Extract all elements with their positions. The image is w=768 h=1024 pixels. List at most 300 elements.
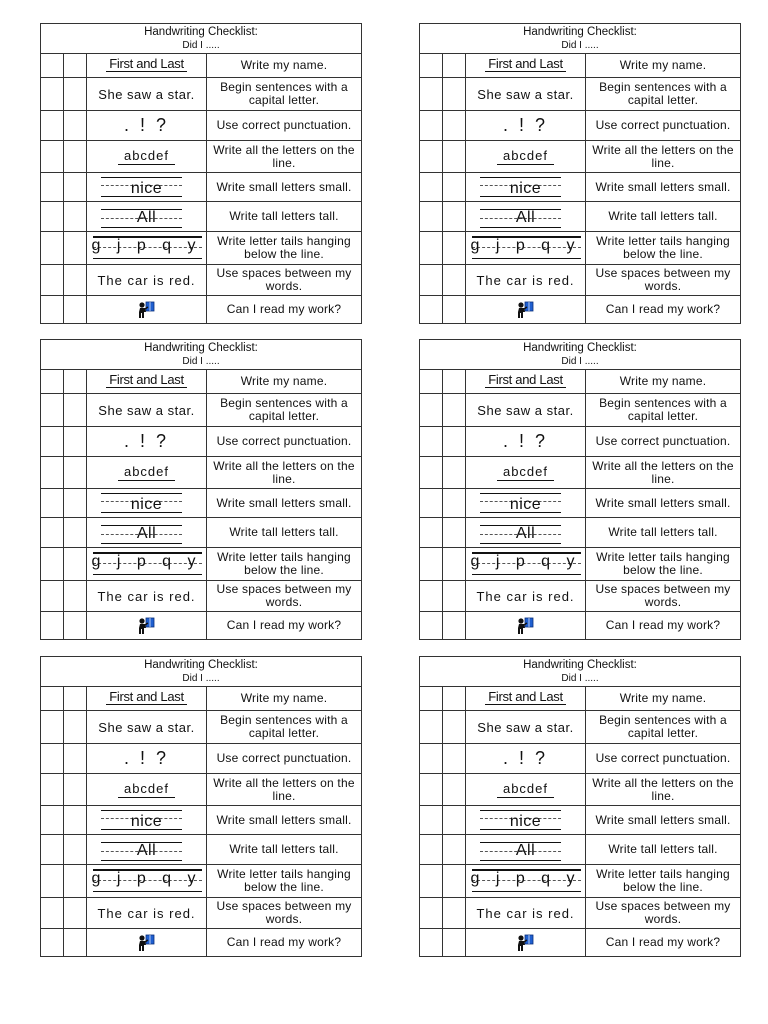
card-header xyxy=(420,340,740,370)
example-tall-word: All xyxy=(515,841,536,859)
check-box[interactable] xyxy=(41,427,64,456)
guide-line-top xyxy=(480,810,561,811)
description-cell: Write all the letters on the line. xyxy=(592,142,734,170)
guide-line-top xyxy=(101,177,182,178)
example-letters: abcdef xyxy=(497,148,554,165)
check-box[interactable] xyxy=(443,296,466,323)
guide-line-base xyxy=(480,543,561,544)
example-cell xyxy=(466,78,586,110)
description-cell: Write letter tails hanging below the line. xyxy=(596,550,730,577)
check-box[interactable] xyxy=(420,265,443,295)
check-box[interactable] xyxy=(64,141,87,172)
example-spaced-sentence: The car is red. xyxy=(97,905,196,921)
example-cell xyxy=(87,394,207,426)
checklist-row-spaces xyxy=(41,581,361,612)
example-letters: abcdef xyxy=(118,148,175,165)
check-box[interactable] xyxy=(420,111,443,140)
check-box[interactable] xyxy=(41,548,64,580)
example-tall-word: All xyxy=(136,208,157,226)
check-box[interactable] xyxy=(420,806,443,834)
check-box[interactable] xyxy=(64,581,87,611)
check-box[interactable] xyxy=(443,54,466,77)
example-cell xyxy=(466,265,586,295)
check-box[interactable] xyxy=(64,265,87,295)
guide-line-base xyxy=(480,860,561,861)
checklist-row-small-letters xyxy=(420,489,740,518)
check-box[interactable] xyxy=(443,612,466,639)
check-box[interactable] xyxy=(64,835,87,864)
example-cell xyxy=(87,806,207,834)
description-cell: Write letter tails hanging below the line. xyxy=(596,234,730,261)
check-box[interactable] xyxy=(41,78,64,110)
guide-line-top xyxy=(101,810,182,811)
example-name: First and Last xyxy=(106,372,187,388)
check-box[interactable] xyxy=(420,518,443,547)
check-box[interactable] xyxy=(64,929,87,956)
check-box[interactable] xyxy=(443,774,466,805)
check-box[interactable] xyxy=(443,898,466,928)
check-box[interactable] xyxy=(443,687,466,710)
check-box[interactable] xyxy=(420,865,443,897)
example-cell xyxy=(466,898,586,928)
description-cell: Can I read my work? xyxy=(226,302,342,316)
check-box[interactable] xyxy=(443,865,466,897)
check-box[interactable] xyxy=(443,744,466,773)
checklist-row-letter-tails xyxy=(41,865,361,898)
checklist-row-letter-tails xyxy=(41,232,361,265)
example-tail-letters: g j p q y xyxy=(470,870,581,887)
example-punctuation: . ! ? xyxy=(123,431,169,451)
checklist-row-punctuation xyxy=(41,744,361,774)
example-letters: abcdef xyxy=(497,781,554,798)
card-header xyxy=(420,24,740,54)
example-cell xyxy=(87,835,207,864)
check-box[interactable] xyxy=(420,711,443,743)
description-cell: Write tall letters tall. xyxy=(229,525,339,539)
reading-person-icon xyxy=(516,301,536,319)
checklist-row-readable xyxy=(420,296,740,323)
example-cell xyxy=(466,806,586,834)
check-box[interactable] xyxy=(443,265,466,295)
example-sentence: She saw a star. xyxy=(98,402,195,418)
card-header xyxy=(41,657,361,687)
check-box[interactable] xyxy=(443,548,466,580)
example-cell xyxy=(87,865,207,897)
example-cell xyxy=(466,394,586,426)
checklist-row-punctuation xyxy=(41,427,361,457)
example-punctuation: . ! ? xyxy=(123,115,169,135)
card-subtitle: Did I ..... xyxy=(182,673,220,684)
description-cell: Write tall letters tall. xyxy=(608,209,718,223)
checklist-row-capital xyxy=(41,711,361,744)
check-box[interactable] xyxy=(41,612,64,639)
description-cell: Use spaces between my words. xyxy=(595,582,731,609)
check-box[interactable] xyxy=(64,774,87,805)
check-box[interactable] xyxy=(64,865,87,897)
description-cell: Use correct punctuation. xyxy=(216,751,352,765)
checklist-row-readable xyxy=(41,929,361,956)
example-cell xyxy=(87,370,207,393)
example-cell xyxy=(466,489,586,517)
guide-line-base xyxy=(472,258,581,259)
check-box[interactable] xyxy=(41,518,64,547)
check-box[interactable] xyxy=(64,232,87,264)
check-box[interactable] xyxy=(443,489,466,517)
example-cell xyxy=(466,581,586,611)
example-name: First and Last xyxy=(106,689,187,705)
example-spaced-sentence: The car is red. xyxy=(97,588,196,604)
description-cell: Use correct punctuation. xyxy=(595,118,731,132)
checklist-row-small-letters xyxy=(420,173,740,202)
check-box[interactable] xyxy=(420,394,443,426)
reading-person-icon xyxy=(137,301,157,319)
guide-line-top xyxy=(480,493,561,494)
check-box[interactable] xyxy=(41,141,64,172)
check-box[interactable] xyxy=(443,835,466,864)
checklist-row-name xyxy=(420,370,740,394)
checklist-row-name xyxy=(41,687,361,711)
checklist-row-spaces xyxy=(420,581,740,612)
example-cell xyxy=(466,612,586,639)
check-box[interactable] xyxy=(420,581,443,611)
check-box[interactable] xyxy=(64,394,87,426)
checklist-row-on-line xyxy=(420,774,740,806)
card-title: Handwriting Checklist: xyxy=(144,26,258,38)
example-cell xyxy=(87,518,207,547)
example-cell xyxy=(87,711,207,743)
example-cell xyxy=(87,427,207,456)
check-box[interactable] xyxy=(64,711,87,743)
check-box[interactable] xyxy=(64,296,87,323)
check-box[interactable] xyxy=(41,370,64,393)
check-box[interactable] xyxy=(64,202,87,231)
check-box[interactable] xyxy=(64,78,87,110)
description-cell: Use spaces between my words. xyxy=(216,266,352,293)
description-cell: Write all the letters on the line. xyxy=(213,142,355,170)
check-box[interactable] xyxy=(41,173,64,201)
example-punctuation: . ! ? xyxy=(502,431,548,451)
checklist-row-on-line xyxy=(420,141,740,173)
check-box[interactable] xyxy=(41,744,64,773)
check-box[interactable] xyxy=(41,394,64,426)
reading-person-icon xyxy=(516,934,536,952)
check-box[interactable] xyxy=(443,141,466,172)
checklist-row-capital xyxy=(41,78,361,111)
example-cell xyxy=(466,202,586,231)
checklist-row-tall-letters xyxy=(41,835,361,865)
checklist-row-name xyxy=(41,370,361,394)
check-box[interactable] xyxy=(41,265,64,295)
checklist-card xyxy=(419,656,741,957)
guide-line-top xyxy=(101,493,182,494)
description-cell: Use correct punctuation. xyxy=(216,118,352,132)
check-box[interactable] xyxy=(41,929,64,956)
example-small-word: nice xyxy=(130,813,163,830)
check-box[interactable] xyxy=(41,687,64,710)
check-box[interactable] xyxy=(443,457,466,488)
description-cell: Write my name. xyxy=(240,691,328,705)
example-cell xyxy=(466,427,586,456)
example-letters: abcdef xyxy=(118,464,175,481)
example-tall-word: All xyxy=(515,208,536,226)
example-cell xyxy=(466,687,586,710)
check-box[interactable] xyxy=(41,232,64,264)
checklist-row-tall-letters xyxy=(420,202,740,232)
description-cell: Write my name. xyxy=(619,691,707,705)
card-title: Handwriting Checklist: xyxy=(523,342,637,354)
example-cell xyxy=(466,518,586,547)
checklist-row-punctuation xyxy=(420,744,740,774)
checklist-row-small-letters xyxy=(41,806,361,835)
example-small-word: nice xyxy=(130,180,163,197)
check-box[interactable] xyxy=(443,173,466,201)
description-cell: Write tall letters tall. xyxy=(608,525,718,539)
example-cell xyxy=(466,744,586,773)
checklist-row-capital xyxy=(420,711,740,744)
example-spaced-sentence: The car is red. xyxy=(476,588,575,604)
description-cell: Use correct punctuation. xyxy=(216,434,352,448)
description-cell: Can I read my work? xyxy=(605,302,721,316)
check-box[interactable] xyxy=(420,687,443,710)
check-box[interactable] xyxy=(420,612,443,639)
example-letters: abcdef xyxy=(497,464,554,481)
check-box[interactable] xyxy=(64,370,87,393)
card-subtitle: Did I ..... xyxy=(561,356,599,367)
check-box[interactable] xyxy=(420,78,443,110)
example-cell xyxy=(466,865,586,897)
check-box[interactable] xyxy=(420,774,443,805)
example-name: First and Last xyxy=(106,56,187,72)
description-cell: Write my name. xyxy=(619,374,707,388)
check-box[interactable] xyxy=(443,394,466,426)
check-box[interactable] xyxy=(443,232,466,264)
check-box[interactable] xyxy=(64,612,87,639)
description-cell: Can I read my work? xyxy=(605,935,721,949)
guide-line-base xyxy=(101,543,182,544)
checklist-card xyxy=(40,339,362,640)
description-cell: Write tall letters tall. xyxy=(229,842,339,856)
check-box[interactable] xyxy=(443,806,466,834)
guide-line-base xyxy=(93,574,202,575)
example-sentence: She saw a star. xyxy=(477,402,574,418)
check-box[interactable] xyxy=(64,111,87,140)
check-box[interactable] xyxy=(64,54,87,77)
example-cell xyxy=(87,232,207,264)
check-box[interactable] xyxy=(443,581,466,611)
example-sentence: She saw a star. xyxy=(98,86,195,102)
check-box[interactable] xyxy=(64,489,87,517)
check-box[interactable] xyxy=(420,141,443,172)
example-cell xyxy=(87,612,207,639)
check-box[interactable] xyxy=(41,111,64,140)
checklist-row-spaces xyxy=(420,265,740,296)
guide-line-top xyxy=(480,177,561,178)
example-tail-letters: g j p q y xyxy=(91,553,202,570)
check-box[interactable] xyxy=(443,929,466,956)
example-cell xyxy=(466,232,586,264)
checklist-row-capital xyxy=(420,78,740,111)
checklist-row-tall-letters xyxy=(420,835,740,865)
check-box[interactable] xyxy=(41,806,64,834)
check-box[interactable] xyxy=(443,111,466,140)
check-box[interactable] xyxy=(41,835,64,864)
card-header xyxy=(41,340,361,370)
check-box[interactable] xyxy=(420,835,443,864)
checklist-card xyxy=(40,23,362,324)
description-cell: Write my name. xyxy=(240,374,328,388)
check-box[interactable] xyxy=(41,296,64,323)
check-box[interactable] xyxy=(420,54,443,77)
description-cell: Begin sentences with a capital letter. xyxy=(599,396,727,423)
example-name: First and Last xyxy=(485,372,566,388)
checklist-row-name xyxy=(41,54,361,78)
check-box[interactable] xyxy=(443,78,466,110)
checklist-row-capital xyxy=(420,394,740,427)
check-box[interactable] xyxy=(443,711,466,743)
checklist-row-readable xyxy=(420,612,740,639)
guide-line-base xyxy=(472,891,581,892)
checklist-row-spaces xyxy=(41,898,361,929)
checklist-row-letter-tails xyxy=(420,548,740,581)
checklist-row-on-line xyxy=(41,141,361,173)
description-cell: Can I read my work? xyxy=(226,618,342,632)
example-cell xyxy=(466,835,586,864)
check-box[interactable] xyxy=(64,548,87,580)
example-cell xyxy=(87,687,207,710)
example-cell xyxy=(87,78,207,110)
example-cell xyxy=(87,898,207,928)
example-cell xyxy=(466,711,586,743)
check-box[interactable] xyxy=(420,370,443,393)
example-cell xyxy=(87,111,207,140)
description-cell: Begin sentences with a capital letter. xyxy=(599,713,727,740)
example-small-word: nice xyxy=(130,496,163,513)
card-title: Handwriting Checklist: xyxy=(523,659,637,671)
example-cell xyxy=(466,173,586,201)
description-cell: Write small letters small. xyxy=(216,812,352,827)
reading-person-icon xyxy=(137,617,157,635)
checklist-row-on-line xyxy=(41,774,361,806)
description-cell: Write letter tails hanging below the line. xyxy=(217,550,351,577)
check-box[interactable] xyxy=(420,296,443,323)
example-punctuation: . ! ? xyxy=(123,748,169,768)
example-tail-letters: g j p q y xyxy=(470,237,581,254)
check-box[interactable] xyxy=(420,898,443,928)
example-name: First and Last xyxy=(485,689,566,705)
description-cell: Write my name. xyxy=(619,58,707,72)
check-box[interactable] xyxy=(41,581,64,611)
example-tail-letters: g j p q y xyxy=(91,237,202,254)
check-box[interactable] xyxy=(64,687,87,710)
description-cell: Begin sentences with a capital letter. xyxy=(220,80,348,107)
description-cell: Can I read my work? xyxy=(226,935,342,949)
check-box[interactable] xyxy=(41,865,64,897)
example-punctuation: . ! ? xyxy=(502,115,548,135)
check-box[interactable] xyxy=(64,898,87,928)
check-box[interactable] xyxy=(41,898,64,928)
guide-line-base xyxy=(101,860,182,861)
check-box[interactable] xyxy=(420,929,443,956)
description-cell: Use correct punctuation. xyxy=(595,751,731,765)
description-cell: Write small letters small. xyxy=(216,495,352,510)
check-box[interactable] xyxy=(420,173,443,201)
checklist-row-on-line xyxy=(420,457,740,489)
example-cell xyxy=(87,489,207,517)
checklist-row-spaces xyxy=(41,265,361,296)
check-box[interactable] xyxy=(420,202,443,231)
check-box[interactable] xyxy=(420,548,443,580)
description-cell: Can I read my work? xyxy=(605,618,721,632)
check-box[interactable] xyxy=(41,711,64,743)
description-cell: Write letter tails hanging below the line. xyxy=(596,867,730,894)
example-cell xyxy=(466,296,586,323)
check-box[interactable] xyxy=(64,457,87,488)
check-box[interactable] xyxy=(64,744,87,773)
checklist-card xyxy=(419,23,741,324)
check-box[interactable] xyxy=(41,489,64,517)
check-box[interactable] xyxy=(41,202,64,231)
description-cell: Write all the letters on the line. xyxy=(592,775,734,803)
example-sentence: She saw a star. xyxy=(477,719,574,735)
check-box[interactable] xyxy=(64,518,87,547)
description-cell: Write my name. xyxy=(240,58,328,72)
description-cell: Write letter tails hanging below the line. xyxy=(217,867,351,894)
example-small-word: nice xyxy=(509,813,542,830)
checklist-row-spaces xyxy=(420,898,740,929)
reading-person-icon xyxy=(137,934,157,952)
description-cell: Write small letters small. xyxy=(595,495,731,510)
check-box[interactable] xyxy=(420,489,443,517)
example-small-word: nice xyxy=(509,496,542,513)
example-tall-word: All xyxy=(136,841,157,859)
example-letters: abcdef xyxy=(118,781,175,798)
example-tail-letters: g j p q y xyxy=(91,870,202,887)
check-box[interactable] xyxy=(443,202,466,231)
example-cell xyxy=(87,265,207,295)
example-cell xyxy=(87,581,207,611)
example-spaced-sentence: The car is red. xyxy=(97,272,196,288)
check-box[interactable] xyxy=(443,427,466,456)
check-box[interactable] xyxy=(64,427,87,456)
check-box[interactable] xyxy=(64,806,87,834)
checklist-row-punctuation xyxy=(41,111,361,141)
check-box[interactable] xyxy=(420,427,443,456)
check-box[interactable] xyxy=(41,457,64,488)
example-cell xyxy=(87,774,207,805)
checklist-card xyxy=(40,656,362,957)
check-box[interactable] xyxy=(64,173,87,201)
description-cell: Write all the letters on the line. xyxy=(213,775,355,803)
check-box[interactable] xyxy=(443,370,466,393)
check-box[interactable] xyxy=(41,774,64,805)
checklist-row-letter-tails xyxy=(420,232,740,265)
check-box[interactable] xyxy=(41,54,64,77)
description-cell: Write small letters small. xyxy=(595,179,731,194)
example-cell xyxy=(466,111,586,140)
check-box[interactable] xyxy=(443,518,466,547)
description-cell: Use spaces between my words. xyxy=(216,899,352,926)
example-cell xyxy=(87,744,207,773)
check-box[interactable] xyxy=(420,457,443,488)
check-box[interactable] xyxy=(420,232,443,264)
check-box[interactable] xyxy=(420,744,443,773)
example-cell xyxy=(87,173,207,201)
example-punctuation: . ! ? xyxy=(502,748,548,768)
checklist-row-readable xyxy=(41,296,361,323)
checklist-row-on-line xyxy=(41,457,361,489)
example-cell xyxy=(87,202,207,231)
description-cell: Begin sentences with a capital letter. xyxy=(220,396,348,423)
